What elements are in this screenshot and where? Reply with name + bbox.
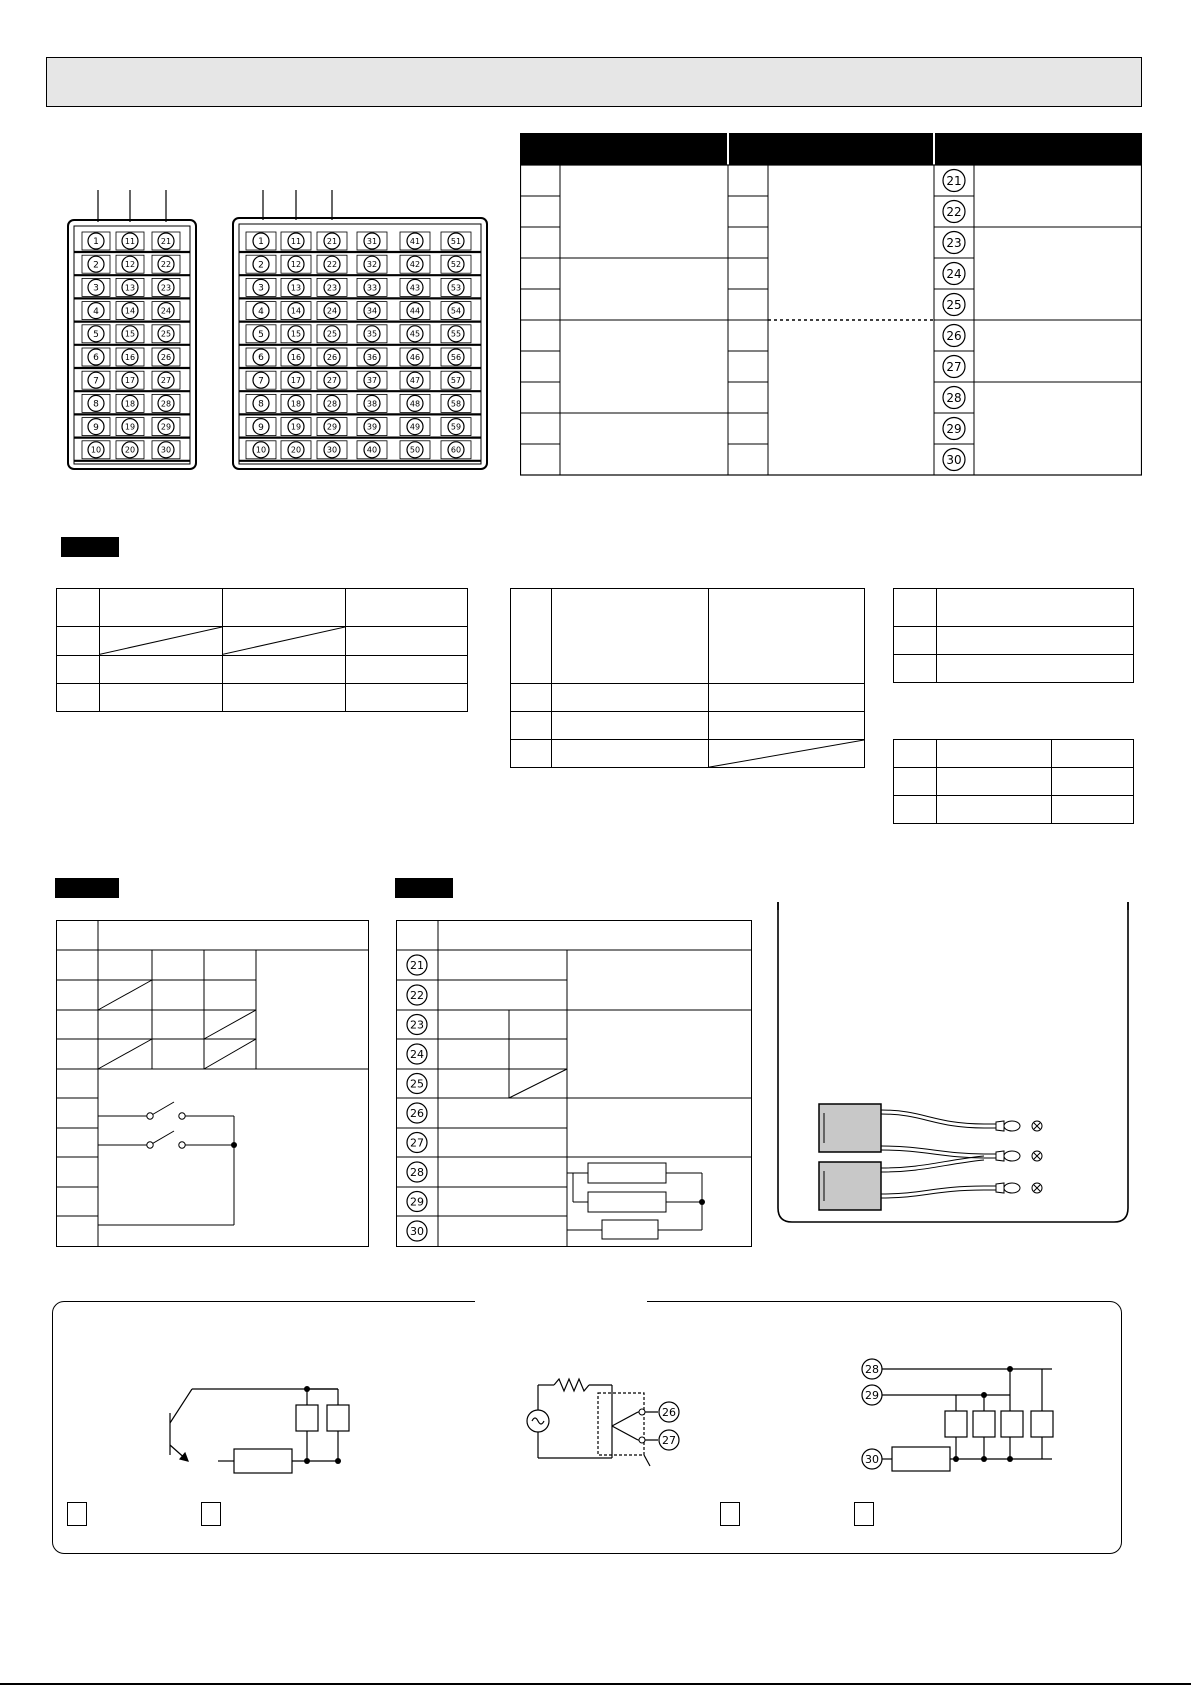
svg-text:33: 33 [366,283,378,293]
svg-text:53: 53 [450,283,462,293]
svg-text:10: 10 [255,445,267,455]
svg-text:22: 22 [410,988,424,1002]
terminal-19-small [122,419,138,435]
svg-text:14: 14 [124,306,136,316]
svg-text:26: 26 [662,1405,676,1419]
svg-text:2: 2 [258,260,264,271]
terminal-16-small [122,349,138,365]
terminal-12-large [288,256,304,272]
terminal-11-small [122,233,138,249]
terminal-1-large [253,233,269,249]
svg-text:28: 28 [865,1362,879,1376]
svg-text:14: 14 [290,306,302,316]
section-c-terminal-22 [407,985,427,1005]
thermo-terminal-27 [659,1430,679,1450]
svg-text:26: 26 [326,352,338,362]
network-terminal-29 [862,1385,882,1405]
table-terminal-21 [943,170,965,192]
terminal-2-small [88,256,104,272]
terminal-23-large [324,279,340,295]
svg-text:27: 27 [326,376,338,386]
svg-text:41: 41 [409,236,421,246]
svg-text:16: 16 [124,352,136,362]
svg-text:18: 18 [290,399,302,409]
svg-text:46: 46 [409,352,421,362]
section-label-b [55,878,119,898]
svg-text:7: 7 [258,376,264,387]
svg-text:13: 13 [290,283,302,293]
svg-text:28: 28 [410,1165,424,1179]
thermo-terminal-26 [659,1402,679,1422]
svg-text:59: 59 [450,422,462,432]
section-c-terminal-23 [407,1015,427,1035]
terminal-26-small [158,349,174,365]
svg-text:16: 16 [290,352,302,362]
terminal-30-large [324,442,340,458]
svg-text:11: 11 [290,236,302,246]
terminal-3-large [253,279,269,295]
svg-text:29: 29 [326,422,338,432]
table-terminal-28 [943,387,965,409]
svg-text:36: 36 [366,352,378,362]
terminal-51-large [448,233,464,249]
svg-text:25: 25 [326,329,338,339]
svg-text:7: 7 [93,376,99,387]
terminal-8-small [88,395,104,411]
svg-text:45: 45 [409,329,421,339]
terminal-35-large [364,326,380,342]
table-terminal-24 [943,263,965,285]
terminal-25-large [324,326,340,342]
svg-text:28: 28 [326,399,338,409]
svg-text:15: 15 [124,329,136,339]
svg-text:24: 24 [946,266,962,281]
svg-text:18: 18 [124,399,136,409]
svg-text:8: 8 [258,399,264,410]
checkbox-square-3 [720,1502,740,1526]
svg-text:21: 21 [946,173,962,188]
svg-text:13: 13 [124,283,136,293]
terminal-11-large [288,233,304,249]
svg-text:6: 6 [93,353,99,364]
svg-text:17: 17 [124,376,136,386]
svg-text:42: 42 [409,260,421,270]
svg-text:5: 5 [93,330,99,341]
terminal-13-large [288,279,304,295]
svg-text:47: 47 [409,376,421,386]
terminal-22-large [324,256,340,272]
terminal-45-large [407,326,423,342]
terminal-assignment-table [520,133,1142,476]
table-c-output-wiring [396,920,752,1247]
svg-text:24: 24 [326,306,338,316]
terminal-32-large [364,256,380,272]
section-label-a [61,537,119,557]
svg-text:19: 19 [124,422,136,432]
svg-text:20: 20 [124,445,136,455]
page-header-bar [46,57,1142,107]
terminal-2-large [253,256,269,272]
terminal-12-small [122,256,138,272]
svg-text:29: 29 [160,422,172,432]
terminal-47-large [407,372,423,388]
svg-text:3: 3 [93,283,99,294]
checkbox-square-2 [201,1502,221,1526]
terminal-48-large [407,395,423,411]
terminal-23-small [158,279,174,295]
terminal-30-small [158,442,174,458]
table-b-switch-wiring [56,920,369,1247]
section-label-c [395,878,453,898]
svg-text:27: 27 [662,1433,676,1447]
terminal-52-large [448,256,464,272]
terminal-42-large [407,256,423,272]
section-c-terminal-27 [407,1133,427,1153]
table-terminal-30 [943,449,965,471]
terminal-57-large [448,372,464,388]
terminal-53-large [448,279,464,295]
svg-text:2: 2 [93,260,99,271]
checkbox-square-1 [67,1502,87,1526]
sensor-body-2 [819,1162,881,1210]
terminal-46-large [407,349,423,365]
svg-text:38: 38 [366,399,378,409]
table-a3 [893,588,1134,683]
svg-text:22: 22 [160,260,172,270]
terminal-28-large [324,395,340,411]
svg-text:23: 23 [410,1018,424,1032]
terminal-19-large [288,419,304,435]
svg-text:29: 29 [946,421,962,436]
terminal-3-small [88,279,104,295]
section-c-terminal-24 [407,1044,427,1064]
terminal-41-large [407,233,423,249]
terminal-24-small [158,303,174,319]
small-terminal-block [68,190,196,469]
terminal-4-large [253,303,269,319]
terminal-55-large [448,326,464,342]
table-a2 [510,588,865,768]
svg-text:49: 49 [409,422,421,432]
network-terminal-30 [862,1449,882,1469]
table-terminal-29 [943,418,965,440]
svg-text:30: 30 [410,1224,424,1238]
terminal-14-large [288,303,304,319]
svg-text:23: 23 [160,283,172,293]
terminal-39-large [364,419,380,435]
svg-text:28: 28 [160,399,172,409]
terminal-28-small [158,395,174,411]
svg-text:23: 23 [326,283,338,293]
svg-text:26: 26 [946,328,962,343]
svg-text:4: 4 [258,306,264,317]
terminal-20-small [122,442,138,458]
svg-text:60: 60 [450,445,462,455]
terminal-36-large [364,349,380,365]
terminal-9-small [88,419,104,435]
section-c-terminal-30 [407,1221,427,1241]
terminal-7-small [88,372,104,388]
table-terminal-26 [943,325,965,347]
svg-text:17: 17 [290,376,302,386]
svg-text:22: 22 [326,260,338,270]
terminal-15-large [288,326,304,342]
section-c-terminal-21 [407,955,427,975]
terminal-21-small [158,233,174,249]
terminal-16-large [288,349,304,365]
svg-text:5: 5 [258,330,264,341]
large-terminal-block [233,190,487,469]
svg-text:6: 6 [258,353,264,364]
table-terminal-22 [943,201,965,223]
terminal-49-large [407,419,423,435]
svg-text:29: 29 [410,1195,424,1209]
svg-text:27: 27 [160,376,172,386]
terminal-50-large [407,442,423,458]
terminal-24-large [324,303,340,319]
sensor-lead-panel [774,898,1131,1226]
terminal-29-large [324,419,340,435]
svg-text:25: 25 [160,329,172,339]
svg-text:19: 19 [290,422,302,432]
terminal-54-large [448,303,464,319]
terminal-60-large [448,442,464,458]
table-header-bar [520,133,1142,165]
svg-text:51: 51 [450,236,462,246]
svg-text:54: 54 [450,306,462,316]
terminal-8-large [253,395,269,411]
table-a1 [56,588,468,712]
terminal-34-large [364,303,380,319]
svg-text:15: 15 [290,329,302,339]
terminal-27-small [158,372,174,388]
terminal-26-large [324,349,340,365]
terminal-4-small [88,303,104,319]
terminal-17-small [122,372,138,388]
svg-text:21: 21 [326,236,338,246]
table-terminal-25 [943,294,965,316]
terminal-44-large [407,303,423,319]
terminal-14-small [122,303,138,319]
svg-text:25: 25 [946,297,962,312]
svg-text:24: 24 [410,1047,424,1061]
terminal-18-small [122,395,138,411]
terminal-20-large [288,442,304,458]
svg-text:35: 35 [366,329,378,339]
svg-text:55: 55 [450,329,462,339]
terminal-29-small [158,419,174,435]
table-a4 [893,739,1134,824]
svg-text:29: 29 [865,1388,879,1402]
terminal-33-large [364,279,380,295]
svg-text:57: 57 [450,376,462,386]
terminal-40-large [364,442,380,458]
svg-text:23: 23 [946,235,962,250]
svg-text:11: 11 [124,236,136,246]
terminal-7-large [253,372,269,388]
svg-text:48: 48 [409,399,421,409]
terminal-17-large [288,372,304,388]
terminal-13-small [122,279,138,295]
section-c-terminal-25 [407,1074,427,1094]
svg-text:52: 52 [450,260,462,270]
svg-text:26: 26 [160,352,172,362]
svg-text:10: 10 [90,445,102,455]
svg-text:50: 50 [409,445,421,455]
terminal-9-large [253,419,269,435]
svg-text:4: 4 [93,306,99,317]
svg-text:32: 32 [366,260,378,270]
svg-text:3: 3 [258,283,264,294]
terminal-5-small [88,326,104,342]
terminal-25-small [158,326,174,342]
svg-text:56: 56 [450,352,462,362]
terminal-15-small [122,326,138,342]
terminal-1-small [88,233,104,249]
svg-text:21: 21 [410,958,424,972]
svg-text:44: 44 [409,306,421,316]
network-terminal-28 [862,1359,882,1379]
svg-text:1: 1 [258,237,264,248]
section-c-terminal-28 [407,1162,427,1182]
svg-text:9: 9 [93,422,99,433]
section-c-terminal-29 [407,1192,427,1212]
svg-text:12: 12 [290,260,302,270]
svg-text:25: 25 [410,1077,424,1091]
svg-text:28: 28 [946,390,962,405]
terminal-10-large [253,442,269,458]
terminal-58-large [448,395,464,411]
svg-text:20: 20 [290,445,302,455]
table-terminal-27 [943,356,965,378]
svg-text:30: 30 [160,445,172,455]
svg-text:34: 34 [366,306,378,316]
section-c-terminal-26 [407,1103,427,1123]
table-terminal-23 [943,232,965,254]
svg-text:21: 21 [160,236,172,246]
terminal-10-small [88,442,104,458]
terminal-31-large [364,233,380,249]
svg-text:24: 24 [160,306,172,316]
sensor-body-1 [819,1104,881,1152]
svg-text:31: 31 [366,236,378,246]
svg-text:40: 40 [366,445,378,455]
svg-text:1: 1 [93,237,99,248]
svg-text:9: 9 [258,422,264,433]
terminal-37-large [364,372,380,388]
terminal-56-large [448,349,464,365]
terminal-27-large [324,372,340,388]
terminal-43-large [407,279,423,295]
terminal-22-small [158,256,174,272]
svg-text:12: 12 [124,260,136,270]
terminal-block-drawings [60,190,500,475]
terminal-38-large [364,395,380,411]
svg-text:30: 30 [326,445,338,455]
svg-text:37: 37 [366,376,378,386]
svg-text:26: 26 [410,1106,424,1120]
svg-text:8: 8 [93,399,99,410]
terminal-6-small [88,349,104,365]
checkbox-square-4 [854,1502,874,1526]
svg-text:39: 39 [366,422,378,432]
terminal-18-large [288,395,304,411]
svg-text:22: 22 [946,204,962,219]
svg-text:30: 30 [865,1452,879,1466]
terminal-21-large [324,233,340,249]
svg-text:43: 43 [409,283,421,293]
terminal-6-large [253,349,269,365]
svg-text:58: 58 [450,399,462,409]
terminal-59-large [448,419,464,435]
svg-text:27: 27 [410,1136,424,1150]
svg-text:27: 27 [946,359,962,374]
svg-text:30: 30 [946,452,962,467]
terminal-5-large [253,326,269,342]
